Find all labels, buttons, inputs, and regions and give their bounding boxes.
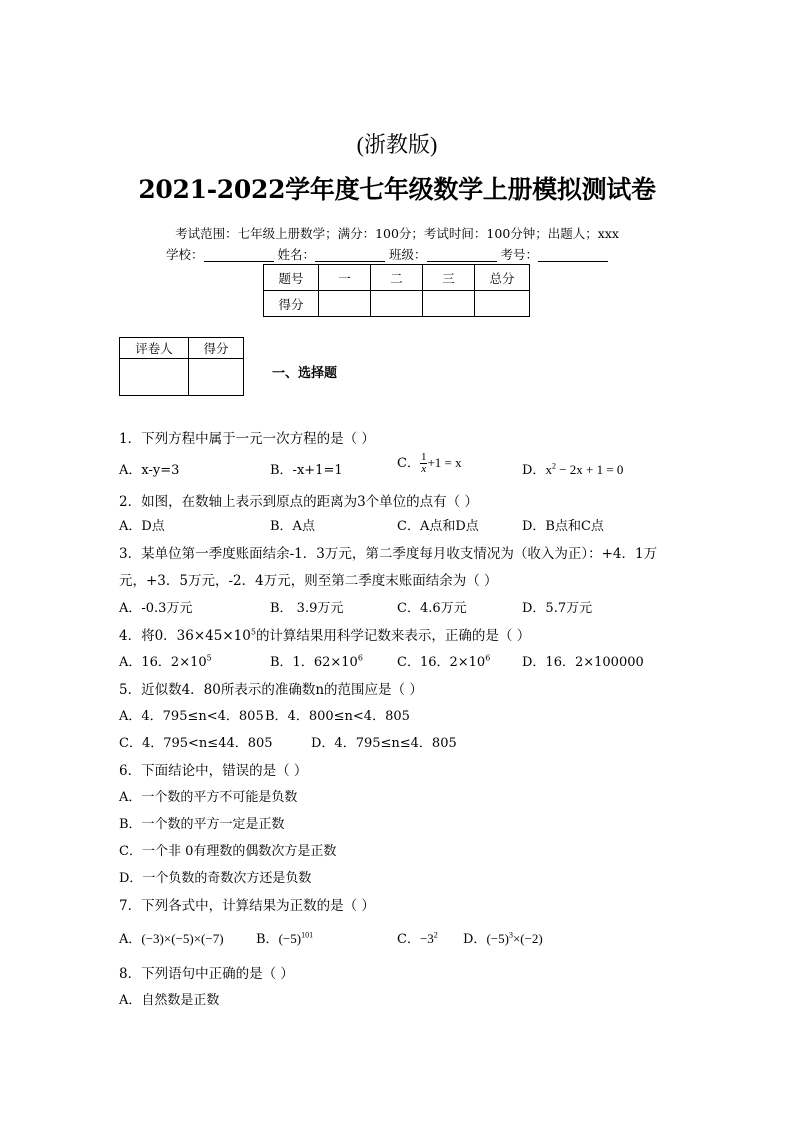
q2-option-b: B．A点 — [270, 519, 315, 534]
q4-option-a — [119, 651, 212, 670]
q5-option-b: B．4．800≤n<4．805 — [265, 709, 410, 724]
q7-option-d-rest: ×(−2) — [512, 931, 543, 946]
question-4-stem — [119, 624, 530, 644]
q7-option-a-expr: (−3)×(−5)×(−7) — [141, 931, 224, 946]
grader-score-cell[interactable] — [189, 359, 244, 396]
q3-option-a: A．-0.3万元 — [119, 601, 193, 616]
q1-option-c — [397, 452, 462, 475]
q8-option-a: A．自然数是正数 — [119, 993, 220, 1008]
score-cell[interactable] — [475, 291, 530, 317]
q7-option-d-exp: 3 — [508, 930, 513, 940]
publisher-label: (浙教版) — [356, 132, 438, 157]
grader-header-cell: 评卷人 — [120, 338, 189, 359]
question-7-stem: 7．下列各式中，计算结果为正数的是（ ） — [119, 898, 375, 914]
score-header-cell: 三 — [423, 265, 475, 291]
q4-option-a-exp: 5 — [206, 653, 212, 663]
q7-option-b-base: (−5) — [278, 931, 302, 946]
score-cell[interactable] — [371, 291, 423, 317]
q2-option-c: C．A点和D点 — [397, 519, 479, 534]
q5-option-d: D．4．795≤n≤4．805 — [311, 736, 457, 751]
q4-option-b-text: B．1．62×10 — [270, 655, 358, 670]
name-label: 姓名： — [277, 247, 316, 262]
q7-option-d-base: (−5) — [486, 931, 509, 946]
q1-option-d-base: x — [545, 462, 552, 477]
score-header-cell: 一 — [319, 265, 371, 291]
grader-header-cell: 得分 — [189, 338, 244, 359]
question-5-stem: 5．近似数4．80所表示的准确数n的范围应是（ ） — [119, 682, 423, 698]
q4-stem-pre: 4．将0．36×45×10 — [119, 628, 251, 644]
question-1-stem: 1．下列方程中属于一元一次方程的是（ ） — [119, 431, 375, 447]
q4-stem-post: 的计算结果用科学记数来表示，正确的是（ ） — [255, 628, 531, 644]
score-cell[interactable] — [423, 291, 475, 317]
q5-option-a: A．4．795≤n<4．805 — [119, 709, 264, 724]
score-table-header-row — [264, 265, 530, 291]
name-blank[interactable] — [315, 247, 385, 262]
q1-option-d-rest: − 2x + 1 = 0 — [555, 462, 624, 477]
school-blank[interactable] — [204, 247, 274, 262]
class-blank[interactable] — [427, 247, 497, 262]
q4-option-d: D．16．2×100000 — [522, 655, 644, 670]
q4-option-c — [397, 651, 490, 670]
q4-stem-exp: 5 — [250, 627, 256, 637]
score-header-cell: 总分 — [475, 265, 530, 291]
q6-option-b: B．一个数的平方一定是正数 — [119, 817, 285, 832]
grader-header-row — [120, 338, 244, 359]
q7-option-d-label: D． — [463, 932, 487, 947]
q1-fraction-denominator: x — [421, 463, 427, 475]
q7-option-a-label: A． — [119, 932, 142, 947]
q1-option-d-exp: 2 — [551, 461, 556, 471]
q1-option-d — [522, 459, 623, 478]
q7-option-b-exp: 101 — [301, 930, 314, 940]
q7-option-c-base: −3 — [419, 931, 434, 946]
q1-option-c-rest: +1 = x — [427, 455, 462, 470]
q1-option-c-label: C． — [397, 456, 420, 471]
exam-number-label: 考号： — [500, 247, 539, 262]
q7-option-d — [463, 928, 543, 947]
q3-option-b: B． 3.9万元 — [270, 601, 344, 616]
q4-option-b — [270, 651, 363, 670]
score-header-cell: 题号 — [264, 265, 319, 291]
q1-option-d-label: D． — [522, 463, 546, 478]
score-table-score-row — [264, 291, 530, 317]
question-6-stem: 6．下面结论中，错误的是（ ） — [119, 763, 308, 779]
q2-option-d: D．B点和C点 — [522, 519, 604, 534]
score-header-cell: 二 — [371, 265, 423, 291]
q2-option-a: A．D点 — [119, 519, 165, 534]
q4-option-c-exp: 6 — [485, 653, 491, 663]
student-info-line — [166, 245, 608, 263]
exam-title: 2021-2022学年度七年级数学上册模拟测试卷 — [138, 175, 656, 204]
q7-option-a — [119, 928, 224, 947]
q7-option-b-label: B． — [256, 932, 279, 947]
q7-option-c-exp: 2 — [433, 930, 438, 940]
school-label: 学校： — [166, 247, 204, 262]
q3-option-d: D．5.7万元 — [522, 601, 593, 616]
grader-cell[interactable] — [120, 359, 189, 396]
question-8-stem: 8．下列语句中正确的是（ ） — [119, 966, 294, 982]
grader-entry-row — [120, 359, 244, 396]
q6-option-d: D．一个负数的奇数次方还是负数 — [119, 871, 312, 886]
q1-fraction-numerator: 1 — [420, 451, 427, 463]
q6-option-a: A．一个数的平方不可能是负数 — [119, 790, 298, 805]
q3-option-c: C．4.6万元 — [397, 601, 467, 616]
exam-number-blank[interactable] — [538, 247, 608, 262]
q4-option-b-exp: 6 — [357, 653, 363, 663]
q4-option-c-text: C．16．2×10 — [397, 655, 486, 670]
exam-info: 考试范围：七年级上册数学；满分：100分；考试时间：100分钟；出题人；xxx — [175, 226, 619, 241]
q1-option-b: B．-x+1=1 — [270, 463, 343, 478]
q1-option-a: A．x-y=3 — [119, 463, 180, 478]
score-row-label: 得分 — [264, 291, 319, 317]
q7-option-c — [397, 928, 438, 947]
q4-option-a-text: A．16．2×10 — [119, 655, 207, 670]
grader-table — [119, 337, 244, 396]
question-2-stem: 2．如图，在数轴上表示到原点的距离为3个单位的点有（ ） — [119, 494, 478, 510]
q7-option-b — [256, 928, 313, 947]
q7-option-c-label: C． — [397, 932, 420, 947]
section-heading: 一、选择题 — [272, 366, 338, 381]
score-cell[interactable] — [319, 291, 371, 317]
question-3-stem-line-1: 3．某单位第一季度账面结余-1．3万元，第二季度每月收支情况为（收入为正）：+4．1万 — [119, 546, 658, 562]
q6-option-c: C．一个非 0有理数的偶数次方是正数 — [119, 844, 337, 859]
question-3-stem-line-2: 元，+3．5万元，-2．4万元，则至第二季度末账面结余为（ ） — [119, 573, 498, 589]
q5-option-c: C．4．795<n≤44．805 — [119, 736, 273, 751]
class-label: 班级： — [389, 247, 427, 262]
score-table — [263, 264, 530, 317]
